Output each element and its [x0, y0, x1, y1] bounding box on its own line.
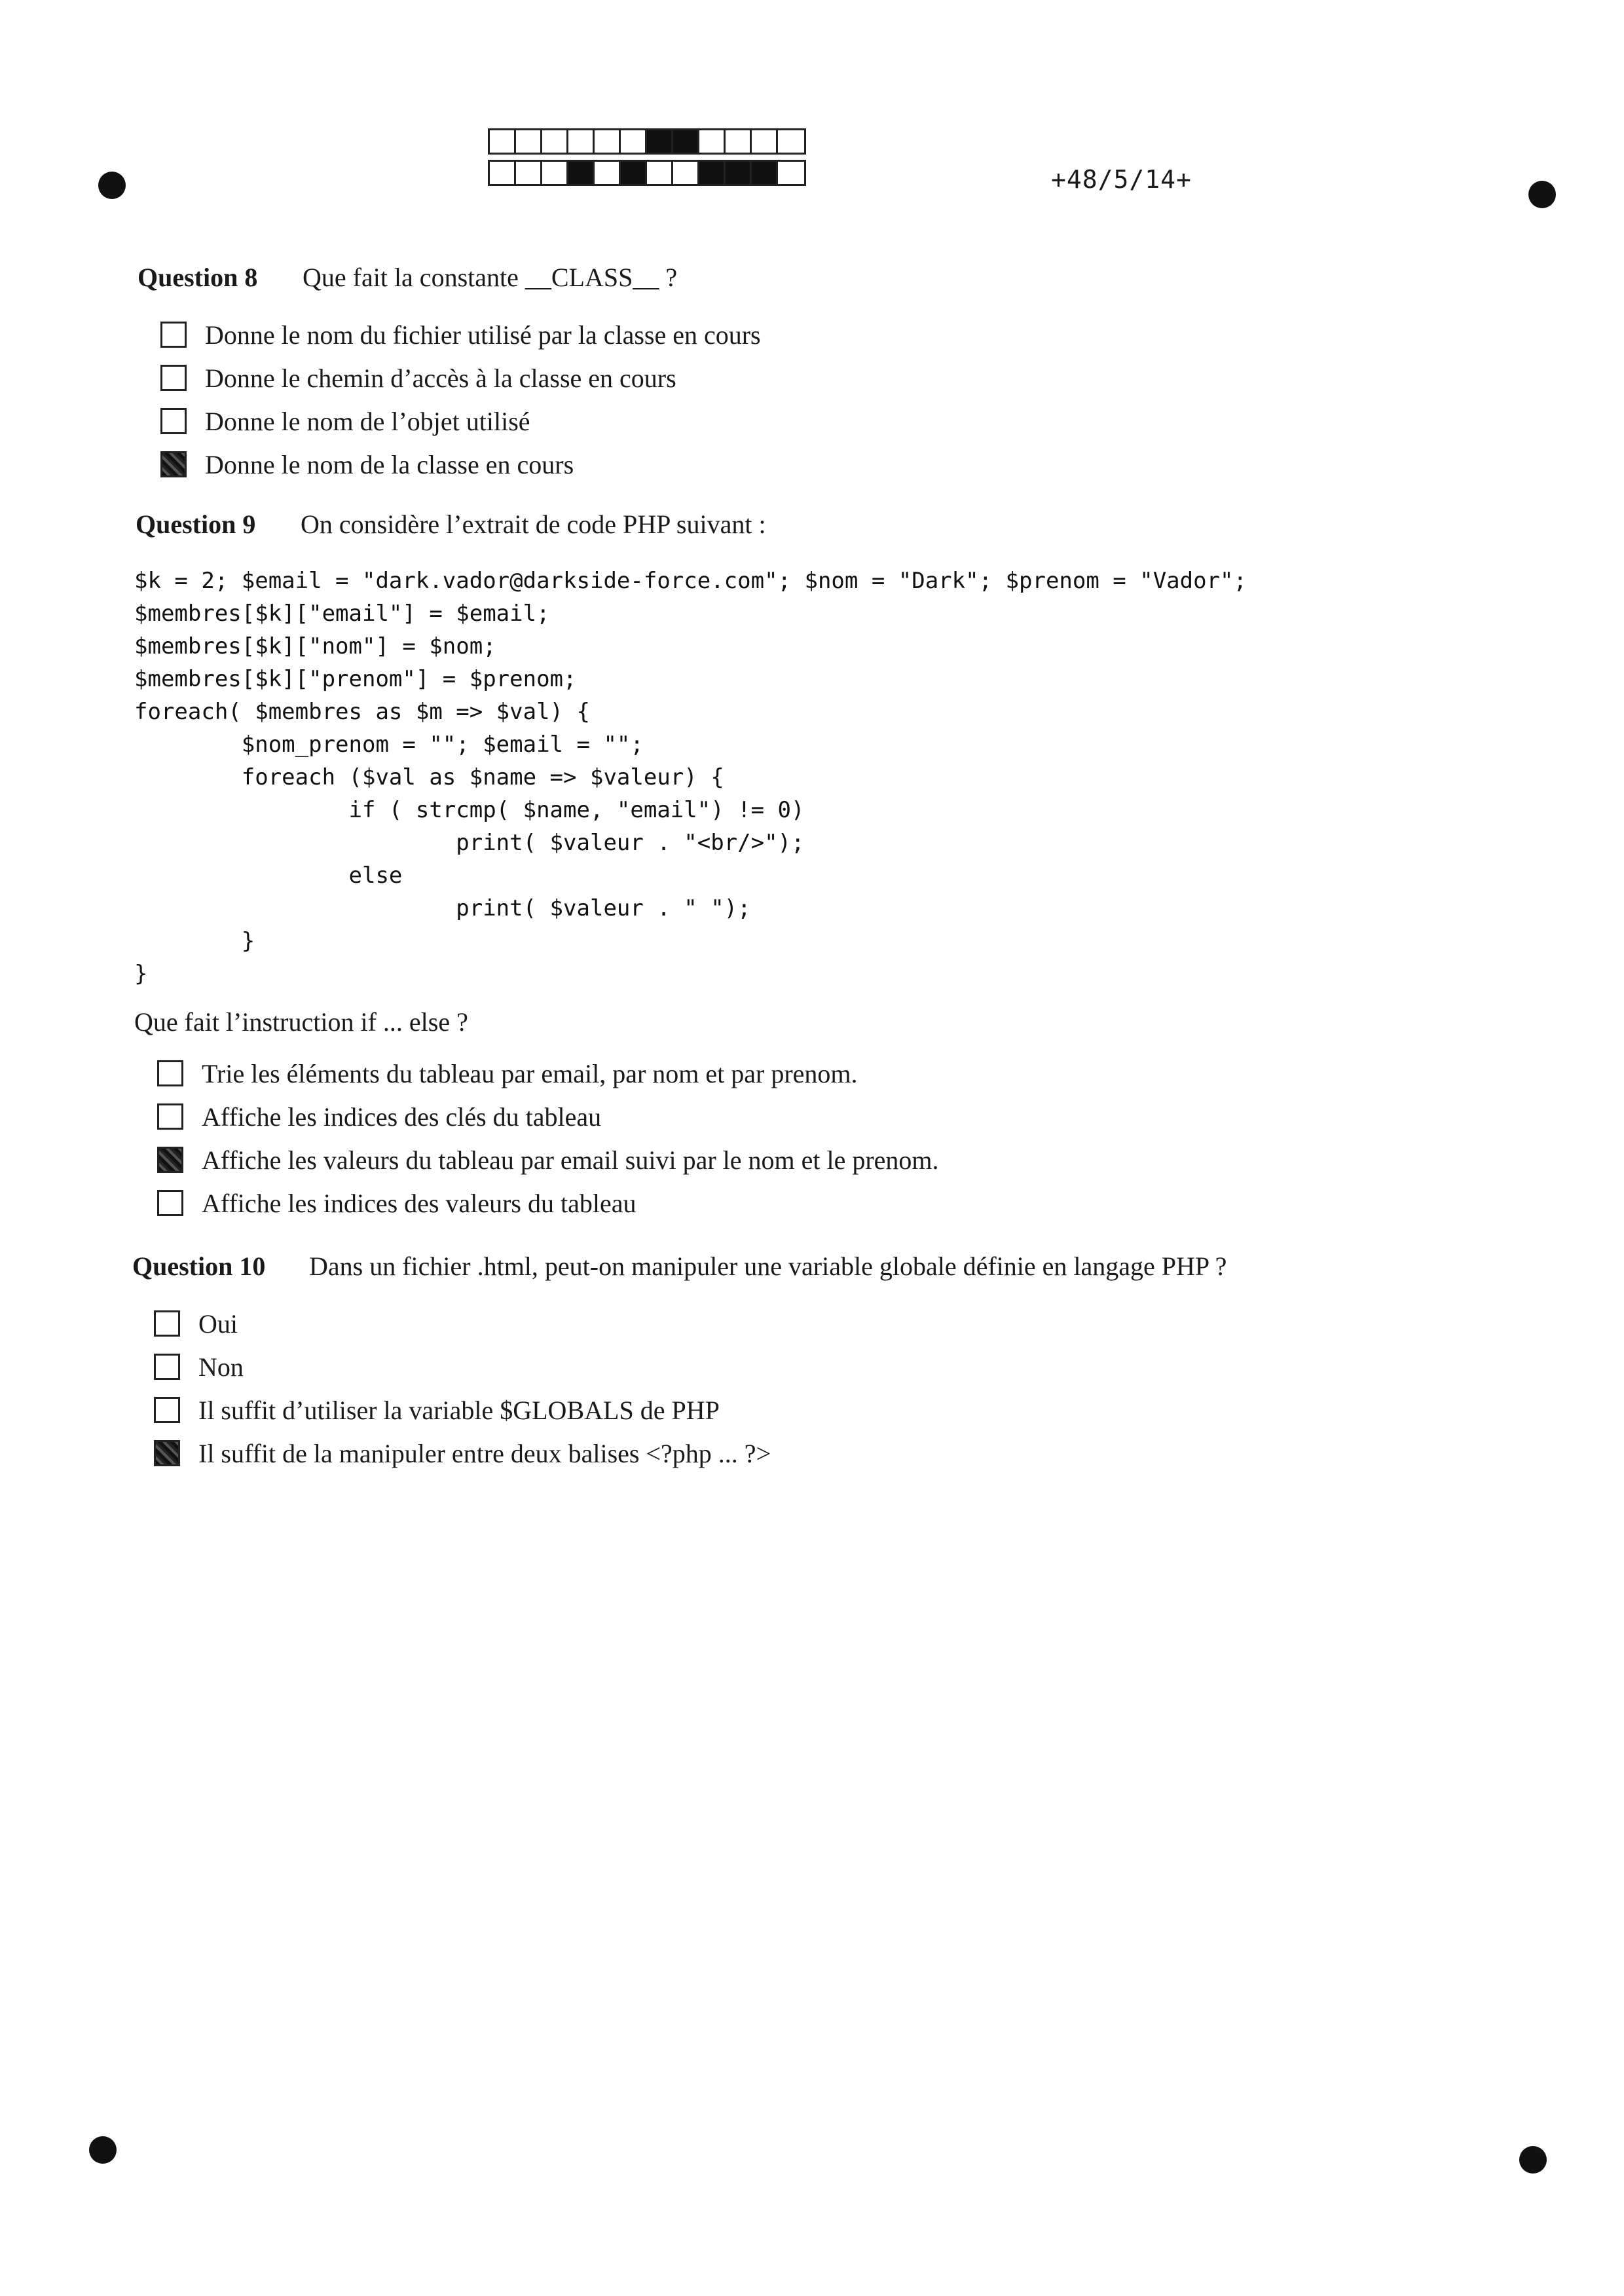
barcode-cell	[647, 130, 673, 153]
barcode-cell	[516, 162, 542, 184]
barcode-cell	[490, 162, 516, 184]
question-9-number: Question 9	[136, 509, 256, 539]
page-identifier: +48/5/14+	[1051, 165, 1192, 194]
checkbox[interactable]	[160, 322, 187, 348]
question-10-answers	[154, 1302, 771, 1475]
barcode-cell	[673, 130, 699, 153]
answer-label: Non	[198, 1352, 244, 1382]
question-8-number: Question 8	[138, 263, 258, 292]
question-10-number: Question 10	[132, 1251, 266, 1281]
answer-option[interactable]	[160, 399, 761, 443]
question-9-followup: Que fait l’instruction if ... else ?	[134, 1007, 468, 1037]
checkbox[interactable]	[160, 365, 187, 391]
answer-option[interactable]	[157, 1052, 939, 1095]
checkbox[interactable]	[154, 1310, 180, 1337]
barcode-cell	[542, 162, 568, 184]
barcode-cell	[699, 162, 726, 184]
registration-dot-top-right	[1528, 181, 1556, 208]
answer-option[interactable]	[154, 1345, 771, 1388]
question-8-text: Que fait la constante __CLASS__ ?	[303, 263, 678, 292]
answer-label: Donne le nom de l’objet utilisé	[205, 406, 530, 436]
barcode-cell	[699, 130, 726, 153]
php-code-block: $k = 2; $email = "dark.vador@darkside-force.com"; $nom = "Dark"; $prenom = "Vador"; $membres[$k]["email"] = $email; $membres[$k]["nom"] = $nom; $membres[$k]["prenom"] = $prenom; foreach( $membres as $m => $val) { $nom_prenom = ""; $email = ""; foreach ($val as $name => $valeur) { if ( strcmp( $name, "email") != 0) print( $valeur . "<br/>"); else print( $valeur . " "); } }	[134, 568, 1247, 987]
barcode-cell	[673, 162, 699, 184]
barcode-cell	[621, 162, 647, 184]
barcode-cell	[752, 130, 778, 153]
answer-label: Trie les éléments du tableau par email, par nom et par prenom.	[202, 1058, 858, 1088]
checkbox[interactable]	[154, 1354, 180, 1380]
answer-option[interactable]	[160, 313, 761, 356]
registration-dot-bottom-left	[89, 2136, 117, 2164]
question-10-heading	[132, 1251, 1227, 1282]
answer-label: Donne le chemin d’accès à la classe en cours	[205, 363, 676, 393]
answer-option[interactable]	[157, 1138, 939, 1181]
barcode-bottom	[488, 160, 806, 186]
barcode-cell	[490, 130, 516, 153]
barcode-cell	[726, 130, 752, 153]
answer-option[interactable]	[154, 1388, 771, 1432]
barcode-cell	[621, 130, 647, 153]
answer-label: Oui	[198, 1308, 238, 1339]
barcode-cell	[752, 162, 778, 184]
question-10-text: Dans un fichier .html, peut-on manipuler une variable globale définie en langage PHP ?	[309, 1251, 1227, 1281]
answer-option[interactable]	[154, 1432, 771, 1475]
barcode-top	[488, 128, 806, 155]
checkbox[interactable]	[157, 1060, 183, 1086]
question-9-answers	[157, 1052, 939, 1225]
answer-option[interactable]	[157, 1095, 939, 1138]
answer-label: Donne le nom du fichier utilisé par la classe en cours	[205, 320, 761, 350]
answer-option[interactable]	[157, 1181, 939, 1225]
answer-option[interactable]	[160, 356, 761, 399]
checkbox[interactable]	[154, 1440, 180, 1466]
answer-label: Il suffit d’utiliser la variable $GLOBALS de PHP	[198, 1395, 720, 1425]
checkbox[interactable]	[160, 408, 187, 434]
barcode-cell	[647, 162, 673, 184]
checkbox[interactable]	[160, 451, 187, 477]
checkbox[interactable]	[157, 1147, 183, 1173]
answer-option[interactable]	[160, 443, 761, 486]
answer-option[interactable]	[154, 1302, 771, 1345]
checkbox[interactable]	[157, 1103, 183, 1130]
barcode-cell	[595, 130, 621, 153]
barcode-cell	[778, 162, 804, 184]
answer-label: Affiche les indices des clés du tableau	[202, 1102, 602, 1132]
barcode-cell	[595, 162, 621, 184]
barcode-cell	[568, 162, 595, 184]
answer-label: Donne le nom de la classe en cours	[205, 449, 574, 479]
question-8-answers	[160, 313, 761, 486]
registration-dot-top-left	[98, 172, 126, 199]
answer-label: Affiche les valeurs du tableau par email suivi par le nom et le prenom.	[202, 1145, 939, 1175]
checkbox[interactable]	[154, 1397, 180, 1423]
barcode-cell	[568, 130, 595, 153]
question-9-heading	[136, 509, 766, 540]
question-8-heading	[138, 262, 677, 293]
barcode-cell	[778, 130, 804, 153]
checkbox[interactable]	[157, 1190, 183, 1216]
barcode-cell	[542, 130, 568, 153]
registration-dot-bottom-right	[1519, 2146, 1547, 2174]
answer-label: Il suffit de la manipuler entre deux balises <?php ... ?>	[198, 1438, 771, 1468]
question-9-text: On considère l’extrait de code PHP suivant :	[301, 509, 766, 539]
barcode-cell	[516, 130, 542, 153]
answer-label: Affiche les indices des valeurs du tableau	[202, 1188, 637, 1218]
barcode-cell	[726, 162, 752, 184]
